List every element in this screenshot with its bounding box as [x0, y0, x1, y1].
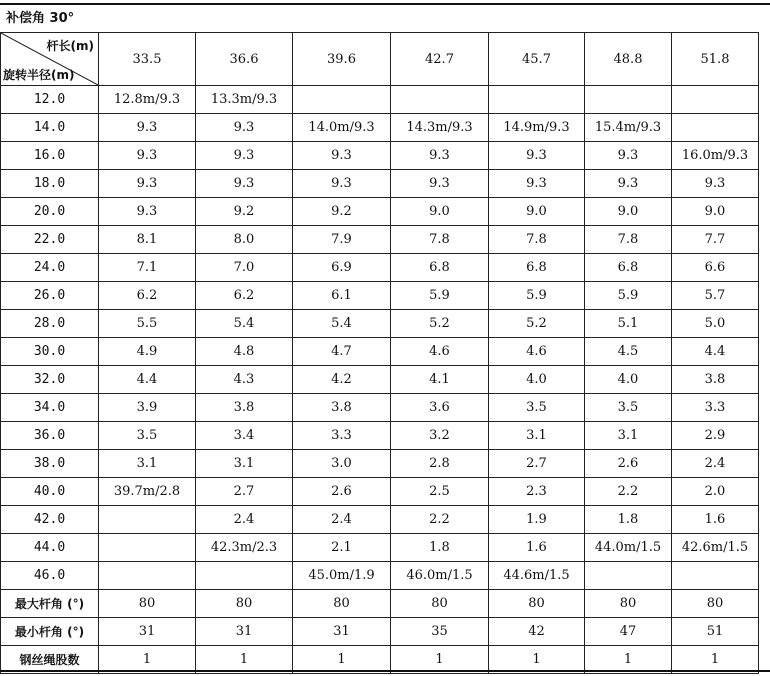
footer-cell: 31 — [99, 618, 196, 646]
load-cell: 3.5 — [489, 394, 585, 422]
load-cell: 12.8m/9.3 — [99, 86, 196, 114]
load-cell: 2.0 — [672, 478, 759, 506]
load-cell: 9.3 — [489, 142, 585, 170]
footer-row — [1, 618, 759, 646]
load-cell: 1.8 — [391, 534, 489, 562]
radius-label: 16.0 — [1, 142, 99, 170]
load-cell: 9.3 — [293, 170, 391, 198]
load-cell: 3.4 — [196, 422, 293, 450]
table-row — [1, 86, 759, 114]
radius-label: 42.0 — [1, 506, 99, 534]
table-row — [1, 338, 759, 366]
load-cell: 4.2 — [293, 366, 391, 394]
load-cell: 6.1 — [293, 282, 391, 310]
load-cell: 9.3 — [99, 114, 196, 142]
load-cell: 6.8 — [585, 254, 672, 282]
table-row — [1, 506, 759, 534]
radius-label: 32.0 — [1, 366, 99, 394]
boom-length-header: 48.8 — [585, 33, 672, 86]
top-rule — [0, 3, 770, 5]
load-cell: 9.3 — [99, 198, 196, 226]
load-cell: 2.9 — [672, 422, 759, 450]
radius-label: 38.0 — [1, 450, 99, 478]
load-cell: 5.9 — [391, 282, 489, 310]
radius-label: 12.0 — [1, 86, 99, 114]
table-title: 补偿角 30° — [6, 11, 75, 26]
load-cell: 1.9 — [489, 506, 585, 534]
load-cell: 9.3 — [99, 170, 196, 198]
table-row — [1, 254, 759, 282]
bottom-rule — [0, 670, 770, 672]
footer-cell: 1 — [391, 646, 489, 674]
load-cell: 5.0 — [672, 310, 759, 338]
load-cell: 2.2 — [391, 506, 489, 534]
table-row — [1, 562, 759, 590]
load-cell — [672, 86, 759, 114]
load-cell: 4.4 — [99, 366, 196, 394]
load-cell: 2.4 — [293, 506, 391, 534]
load-cell: 6.8 — [489, 254, 585, 282]
load-cell: 14.0m/9.3 — [293, 114, 391, 142]
table-body — [1, 33, 759, 674]
load-cell: 6.6 — [672, 254, 759, 282]
radius-label: 28.0 — [1, 310, 99, 338]
load-cell: 5.4 — [196, 310, 293, 338]
table-row — [1, 226, 759, 254]
footer-cell: 1 — [585, 646, 672, 674]
load-cell: 3.0 — [293, 450, 391, 478]
table-row — [1, 534, 759, 562]
load-cell — [196, 562, 293, 590]
table-row — [1, 450, 759, 478]
load-cell — [99, 562, 196, 590]
footer-cell: 35 — [391, 618, 489, 646]
load-cell: 5.7 — [672, 282, 759, 310]
footer-cell: 80 — [196, 590, 293, 618]
footer-label: 钢丝绳股数 — [1, 646, 99, 674]
load-cell: 6.2 — [196, 282, 293, 310]
radius-label: 46.0 — [1, 562, 99, 590]
load-cell: 9.3 — [672, 170, 759, 198]
load-cell: 2.7 — [489, 450, 585, 478]
load-cell: 6.2 — [99, 282, 196, 310]
footer-row — [1, 590, 759, 618]
load-cell: 9.3 — [196, 170, 293, 198]
load-cell: 4.3 — [196, 366, 293, 394]
load-cell: 9.0 — [489, 198, 585, 226]
header-row — [1, 33, 759, 86]
load-cell — [391, 86, 489, 114]
column-axis-label: 杆长(m) — [46, 39, 94, 53]
radius-label: 18.0 — [1, 170, 99, 198]
radius-label: 36.0 — [1, 422, 99, 450]
load-cell: 42.3m/2.3 — [196, 534, 293, 562]
load-cell: 9.0 — [585, 198, 672, 226]
row-axis-label: 旋转半径(m) — [3, 68, 75, 82]
load-cell — [293, 86, 391, 114]
load-cell: 5.1 — [585, 310, 672, 338]
load-cell: 7.9 — [293, 226, 391, 254]
load-cell: 3.1 — [585, 422, 672, 450]
footer-cell: 42 — [489, 618, 585, 646]
load-cell: 5.4 — [293, 310, 391, 338]
load-cell: 3.1 — [196, 450, 293, 478]
radius-label: 22.0 — [1, 226, 99, 254]
load-cell: 2.4 — [196, 506, 293, 534]
footer-label: 最小杆角 (°) — [1, 618, 99, 646]
load-cell: 9.2 — [196, 198, 293, 226]
load-cell: 4.8 — [196, 338, 293, 366]
load-cell: 7.8 — [391, 226, 489, 254]
table-row — [1, 198, 759, 226]
boom-length-header: 45.7 — [489, 33, 585, 86]
radius-label: 44.0 — [1, 534, 99, 562]
load-cell: 9.3 — [391, 142, 489, 170]
boom-length-header: 51.8 — [672, 33, 759, 86]
load-cell: 9.3 — [99, 142, 196, 170]
footer-cell: 80 — [585, 590, 672, 618]
radius-label: 20.0 — [1, 198, 99, 226]
footer-label: 最大杆角 (°) — [1, 590, 99, 618]
radius-label: 26.0 — [1, 282, 99, 310]
load-cell: 4.6 — [489, 338, 585, 366]
load-cell: 8.0 — [196, 226, 293, 254]
radius-label: 40.0 — [1, 478, 99, 506]
load-cell: 2.8 — [391, 450, 489, 478]
load-cell: 4.6 — [391, 338, 489, 366]
load-cell: 44.0m/1.5 — [585, 534, 672, 562]
load-cell — [585, 86, 672, 114]
table-row — [1, 310, 759, 338]
load-cell: 39.7m/2.8 — [99, 478, 196, 506]
load-cell: 2.4 — [672, 450, 759, 478]
load-cell: 6.8 — [391, 254, 489, 282]
load-cell: 9.3 — [293, 142, 391, 170]
load-cell: 14.9m/9.3 — [489, 114, 585, 142]
footer-cell: 80 — [99, 590, 196, 618]
load-cell: 5.9 — [489, 282, 585, 310]
corner-header — [1, 33, 99, 86]
load-cell: 9.3 — [196, 114, 293, 142]
load-cell — [672, 562, 759, 590]
load-cell: 9.0 — [391, 198, 489, 226]
footer-cell: 1 — [293, 646, 391, 674]
load-cell: 2.2 — [585, 478, 672, 506]
radius-label: 34.0 — [1, 394, 99, 422]
table-row — [1, 282, 759, 310]
footer-cell: 31 — [293, 618, 391, 646]
load-cell: 4.1 — [391, 366, 489, 394]
table-row — [1, 114, 759, 142]
load-cell: 3.5 — [585, 394, 672, 422]
load-cell: 7.8 — [585, 226, 672, 254]
load-cell — [99, 506, 196, 534]
footer-cell: 47 — [585, 618, 672, 646]
load-cell: 6.9 — [293, 254, 391, 282]
load-cell: 9.3 — [585, 142, 672, 170]
footer-cell: 1 — [196, 646, 293, 674]
load-cell: 8.1 — [99, 226, 196, 254]
load-cell: 4.7 — [293, 338, 391, 366]
load-cell: 4.5 — [585, 338, 672, 366]
load-cell: 3.6 — [391, 394, 489, 422]
load-cell: 7.0 — [196, 254, 293, 282]
load-cell: 45.0m/1.9 — [293, 562, 391, 590]
load-cell: 5.2 — [391, 310, 489, 338]
load-cell: 7.8 — [489, 226, 585, 254]
table-row — [1, 394, 759, 422]
footer-cell: 80 — [672, 590, 759, 618]
load-cell: 4.9 — [99, 338, 196, 366]
load-cell: 9.2 — [293, 198, 391, 226]
table-row — [1, 170, 759, 198]
load-cell: 7.7 — [672, 226, 759, 254]
load-cell: 1.8 — [585, 506, 672, 534]
load-cell — [585, 562, 672, 590]
load-cell: 1.6 — [489, 534, 585, 562]
boom-length-header: 36.6 — [196, 33, 293, 86]
boom-length-header: 42.7 — [391, 33, 489, 86]
load-cell — [672, 114, 759, 142]
boom-length-header: 39.6 — [293, 33, 391, 86]
load-cell: 9.3 — [391, 170, 489, 198]
load-cell — [99, 534, 196, 562]
load-cell: 13.3m/9.3 — [196, 86, 293, 114]
load-cell: 3.5 — [99, 422, 196, 450]
footer-cell: 80 — [391, 590, 489, 618]
load-cell — [489, 86, 585, 114]
table-row — [1, 422, 759, 450]
load-cell: 46.0m/1.5 — [391, 562, 489, 590]
footer-cell: 31 — [196, 618, 293, 646]
load-cell: 3.3 — [293, 422, 391, 450]
load-cell: 1.6 — [672, 506, 759, 534]
load-table — [0, 32, 759, 674]
footer-cell: 51 — [672, 618, 759, 646]
load-cell: 3.1 — [99, 450, 196, 478]
load-cell: 5.2 — [489, 310, 585, 338]
load-cell: 3.3 — [672, 394, 759, 422]
radius-label: 30.0 — [1, 338, 99, 366]
table-row — [1, 142, 759, 170]
load-cell: 3.1 — [489, 422, 585, 450]
load-cell: 9.3 — [196, 142, 293, 170]
table-row — [1, 366, 759, 394]
load-cell: 7.1 — [99, 254, 196, 282]
radius-label: 24.0 — [1, 254, 99, 282]
load-cell: 4.0 — [489, 366, 585, 394]
footer-cell: 80 — [293, 590, 391, 618]
load-cell: 42.6m/1.5 — [672, 534, 759, 562]
footer-cell: 1 — [489, 646, 585, 674]
load-cell: 44.6m/1.5 — [489, 562, 585, 590]
load-cell: 2.7 — [196, 478, 293, 506]
load-cell: 3.2 — [391, 422, 489, 450]
load-cell: 9.3 — [489, 170, 585, 198]
load-cell: 2.5 — [391, 478, 489, 506]
load-cell: 3.9 — [99, 394, 196, 422]
load-cell: 2.3 — [489, 478, 585, 506]
load-cell: 3.8 — [196, 394, 293, 422]
load-cell: 9.3 — [585, 170, 672, 198]
footer-cell: 1 — [99, 646, 196, 674]
footer-cell: 80 — [489, 590, 585, 618]
load-cell: 3.8 — [672, 366, 759, 394]
boom-length-header: 33.5 — [99, 33, 196, 86]
load-cell: 2.6 — [585, 450, 672, 478]
load-cell: 4.4 — [672, 338, 759, 366]
load-cell: 4.0 — [585, 366, 672, 394]
load-cell: 16.0m/9.3 — [672, 142, 759, 170]
load-cell: 15.4m/9.3 — [585, 114, 672, 142]
load-cell: 2.1 — [293, 534, 391, 562]
radius-label: 14.0 — [1, 114, 99, 142]
load-cell: 5.5 — [99, 310, 196, 338]
load-cell: 5.9 — [585, 282, 672, 310]
load-cell: 2.6 — [293, 478, 391, 506]
footer-cell: 1 — [672, 646, 759, 674]
load-cell: 14.3m/9.3 — [391, 114, 489, 142]
table-row — [1, 478, 759, 506]
load-cell: 9.0 — [672, 198, 759, 226]
load-cell: 3.8 — [293, 394, 391, 422]
